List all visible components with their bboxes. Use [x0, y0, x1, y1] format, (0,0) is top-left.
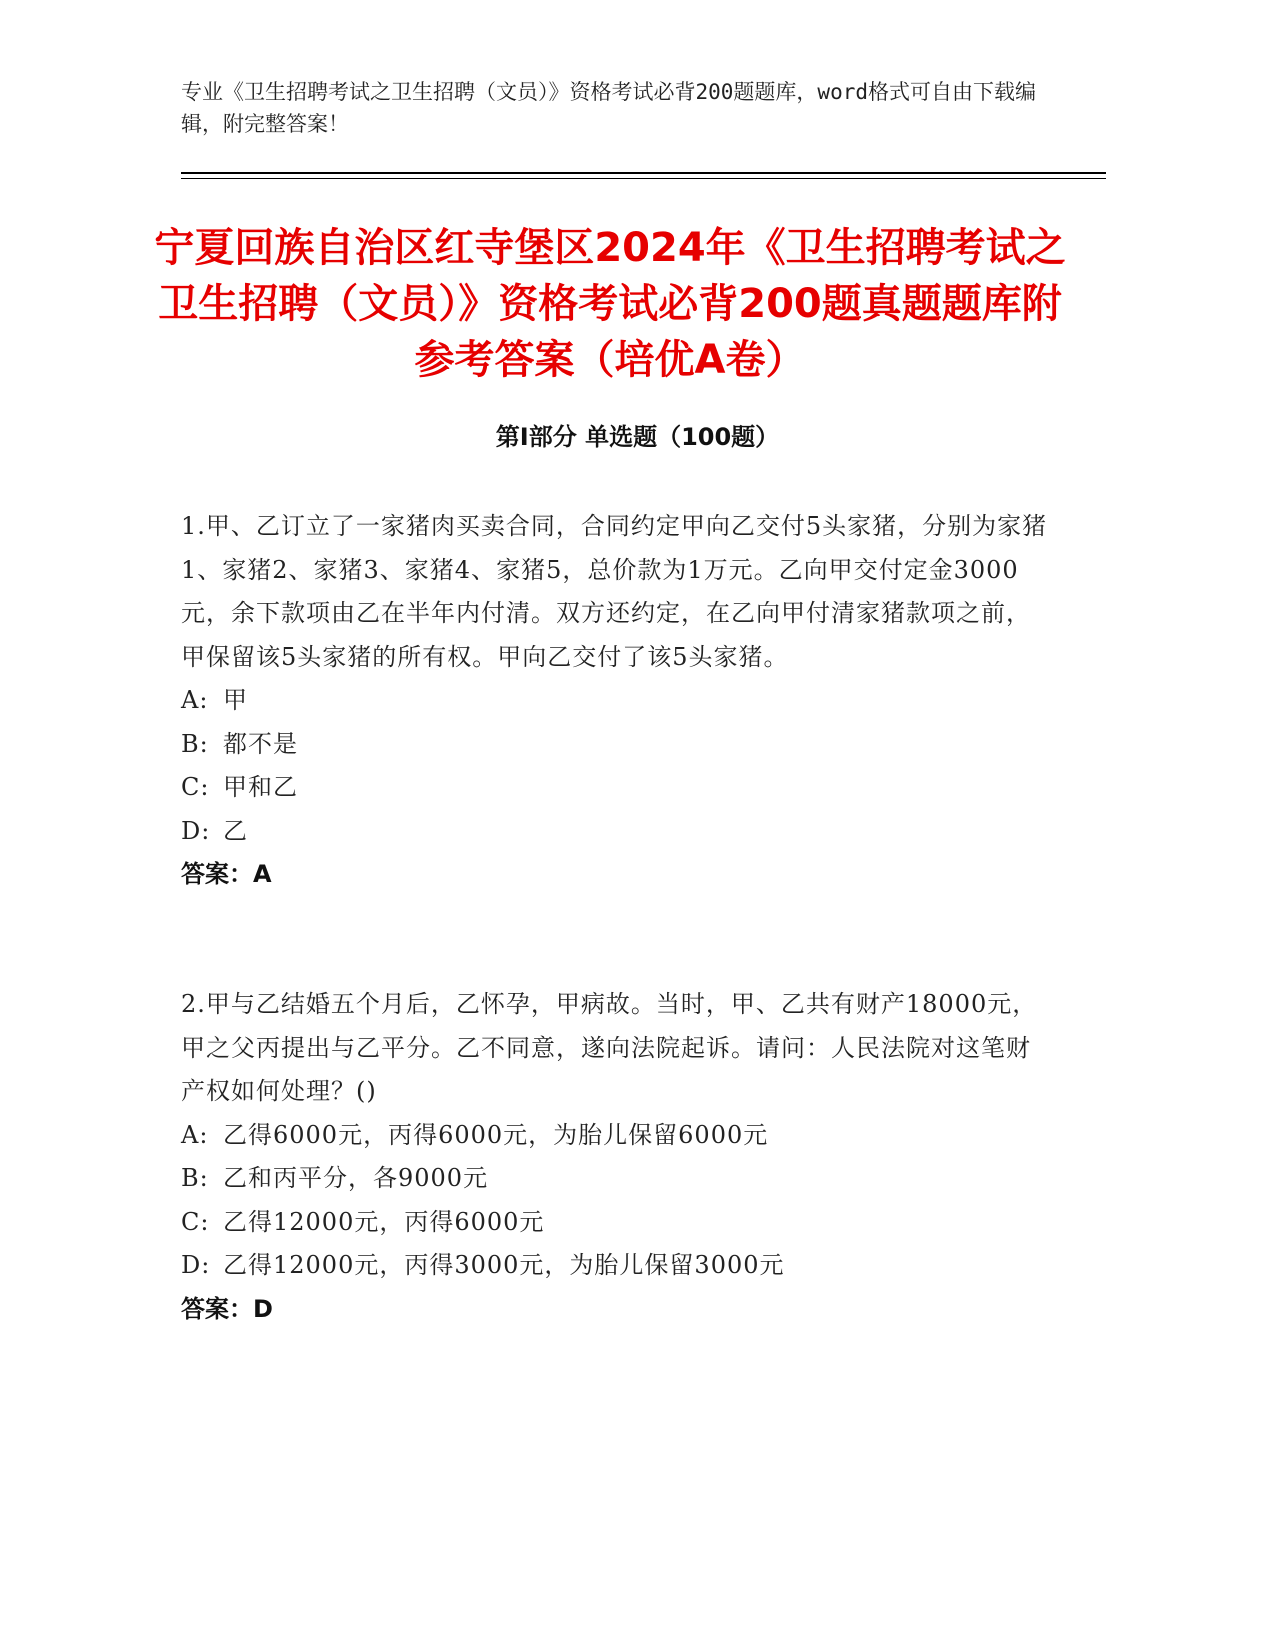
question-1	[181, 505, 1051, 897]
option-text: 乙得6000元，丙得6000元，为胎儿保留6000元	[223, 1120, 769, 1149]
option-letter: B:	[181, 729, 209, 758]
document-title: 宁夏回族自治区红寺堡区2024年《卫生招聘考试之卫生招聘（文员）》资格考试必背200题真题题库附参考答案（培优A卷）	[154, 225, 1066, 383]
option-text: 都不是	[223, 729, 298, 758]
option-text: 乙得12000元，丙得3000元，为胎儿保留3000元	[223, 1251, 785, 1279]
question-stem: 2.甲与乙结婚五个月后，乙怀孕，甲病故。当时，甲、乙共有财产18000元，甲之父丙提出与乙平分。乙不同意，遂向法院起诉。请问：人民法院对这笔财产权如何处理？()	[181, 990, 1038, 1105]
option-text: 乙	[223, 816, 248, 845]
option-text: 乙得12000元，丙得6000元	[223, 1207, 545, 1236]
option-letter: D:	[181, 1251, 211, 1279]
option-c	[181, 1201, 1051, 1245]
option-d	[181, 1244, 1051, 1288]
option-c	[181, 766, 1051, 810]
option-text: 甲	[223, 686, 248, 714]
option-letter: A:	[181, 1120, 209, 1149]
header-rule-thick	[181, 172, 1106, 174]
option-letter: C:	[181, 1207, 210, 1236]
section-heading: 第Ⅰ部分 单选题（100题）	[495, 423, 780, 451]
option-letter: C:	[181, 773, 210, 801]
option-text: 乙和丙平分，各9000元	[223, 1164, 489, 1192]
option-letter: B:	[181, 1164, 209, 1192]
option-b	[181, 723, 1051, 767]
question-2	[181, 983, 1051, 1331]
header-rule-thin	[181, 178, 1106, 179]
option-d	[181, 810, 1051, 854]
option-a	[181, 1114, 1051, 1158]
option-letter: D:	[181, 816, 211, 845]
answer-line: 答案：D	[181, 1294, 273, 1323]
option-b	[181, 1157, 1051, 1201]
option-a	[181, 679, 1051, 723]
header-note: 专业《卫生招聘考试之卫生招聘（文员）》资格考试必背200题题库，word格式可自由下载编辑，附完整答案！	[181, 80, 1036, 136]
question-stem: 1.甲、乙订立了一家猪肉买卖合同，合同约定甲向乙交付5头家猪，分别为家猪1、家猪2、家猪3、家猪4、家猪5，总价款为1万元。乙向甲交付定金3000元，余下款项由乙在半年内付清。双方还约定，在乙向甲付清家猪款项之前，甲保留该5头家猪的所有权。甲向乙交付了该5头家猪。	[181, 512, 1048, 671]
option-text: 甲和乙	[223, 773, 298, 801]
option-letter: A:	[181, 686, 209, 714]
answer-line: 答案：A	[181, 860, 272, 888]
